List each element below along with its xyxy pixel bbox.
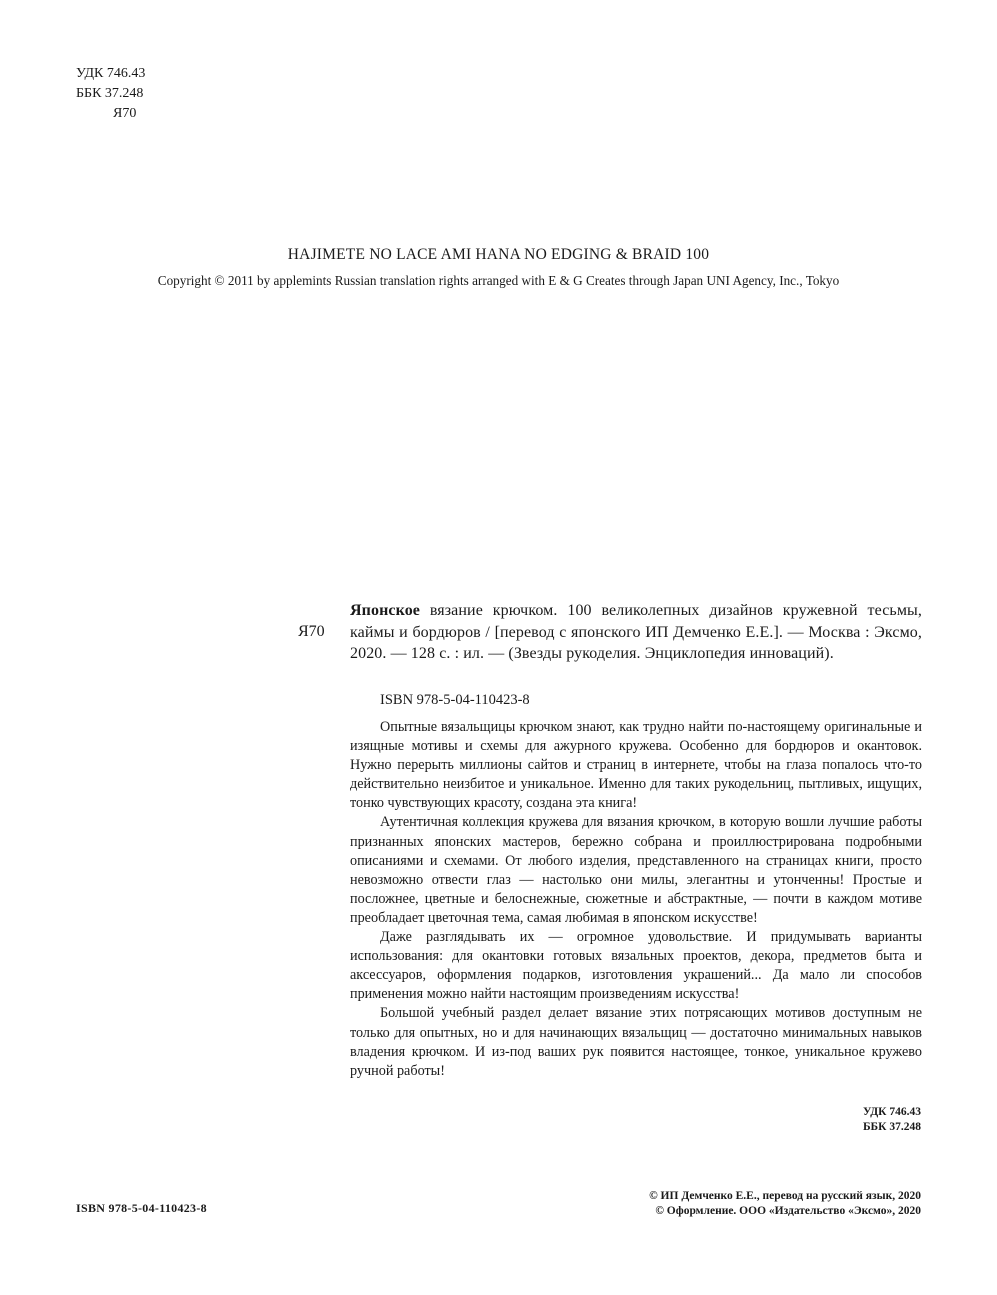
biblio-author-sign: Я70 [298, 623, 325, 640]
annotation-paragraph: Опытные вязальщицы крючком знают, как трудно найти по-настоящему оригинальные и изящные мотивы и схемы для ажурного кружева. Особенно для бордюров и окантовок. Нужно перерыть миллионы сайтов и страниц в интернете, чтобы на глаза попалось что-то действительно неизбитое и уникальное. Именно для таких рукодельниц, пытливых, ищущих, тонко чувствующих красоту, создана эта книга! [350, 719, 922, 812]
biblio-isbn: ISBN 978-5-04-110423-8 [380, 692, 530, 708]
credit-design: © Оформление. ООО «Издательство «Эксмо», 2020 [655, 1205, 921, 1217]
annotation-paragraph: Аутентичная коллекция кружева для вязания крючком, в которую вошли лучшие работы признанных японских мастеров, бережно собрана и проиллюстрирована подробными описаниями и схемами. От любого изделия, представленного на страницах книги, просто невозможно отвести глаз — настолько они милы, элегантны и утонченны! Простые и посложнее, цветные и белоснежные, сюжетные и абстрактные, — почти в каждом мотиве преобладает цветочная тема, самая любимая в японском искусстве! [350, 814, 922, 926]
classification-codes [76, 64, 145, 124]
udk-code: УДК 746.43 [76, 66, 146, 81]
annotation [350, 718, 922, 1081]
original-title: HAJIMETE NO LACE AMI HANA NO EDGING & BRAID 100 [287, 246, 710, 263]
footer-credits [560, 1189, 921, 1219]
bbk-code: ББК 37.248 [76, 86, 144, 101]
author-sign: Я70 [113, 106, 137, 121]
copyright-notice: Copyright © 2011 by applemints Russian translation rights arranged with E & G Creates through Japan UNI Agency, Inc., Tokyo [157, 273, 840, 288]
annotation-bbk: ББК 37.248 [862, 1121, 921, 1133]
credit-translation: © ИП Демченко Е.Е., перевод на русский язык, 2020 [649, 1190, 921, 1202]
footer-isbn: ISBN 978-5-04-110423-8 [76, 1201, 207, 1215]
annotation-codes [760, 1105, 921, 1135]
biblio-lead-word: Японское [350, 602, 421, 619]
annotation-paragraph: Даже разглядывать их — огромное удовольствие. И придумывать варианты использования: для окантовки готовых вязальных проектов, декора, предметов быта и аксессуаров, оформления подарков, изготовления украшений... Да мало ли способов применения можно найти настоящим произведениям искусства! [350, 929, 922, 1003]
bibliographic-record [350, 600, 922, 665]
biblio-description: вязание крючком. 100 великолепных дизайнов кружевной тесьмы, каймы и бордюров / [перевод с японского ИП Демченко Е.Е.]. — Москва : Эксмо, 2020. — 128 с. : ил. — (Звезды рукоделия. Энциклопедия инноваций). [350, 602, 922, 662]
annotation-paragraph: Большой учебный раздел делает вязание этих потрясающих мотивов доступным не только для опытных, но и для начинающих вязальщиц — достаточно минимальных навыков владения крючком. И из-под ваших рук появится настоящее, тонкое, уникальное кружево ручной работы! [350, 1005, 922, 1079]
annotation-udk: УДК 746.43 [862, 1106, 921, 1118]
